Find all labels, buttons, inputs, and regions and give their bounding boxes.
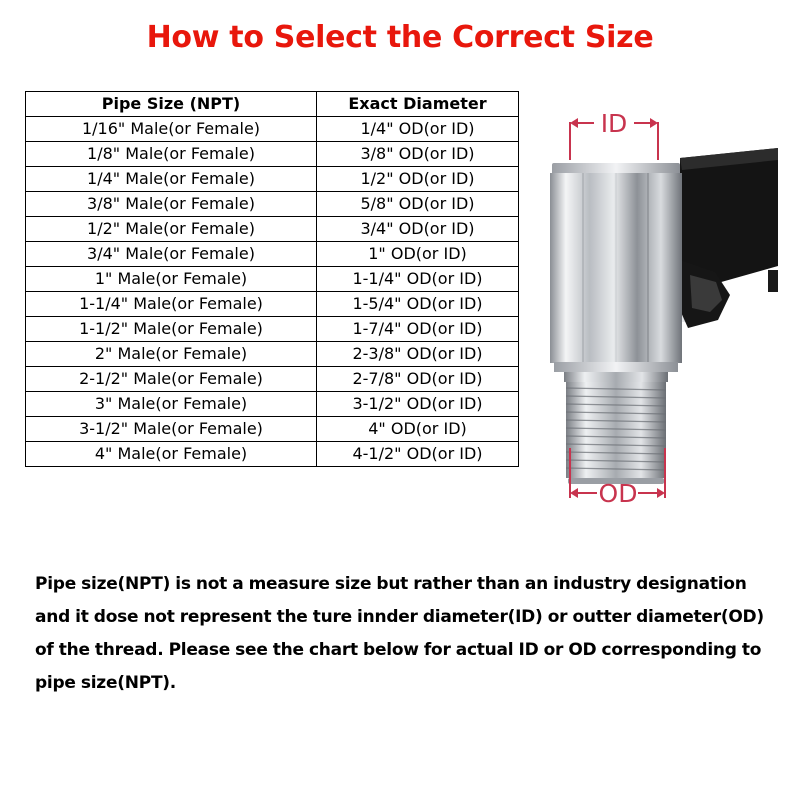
diameter-cell: 3/8" OD(or ID) bbox=[317, 142, 519, 167]
diameter-cell: 4-1/2" OD(or ID) bbox=[317, 442, 519, 467]
pipe-size-cell: 1/2" Male(or Female) bbox=[26, 217, 317, 242]
table-header bbox=[26, 92, 519, 117]
table-row bbox=[26, 217, 519, 242]
diameter-cell: 1/2" OD(or ID) bbox=[317, 167, 519, 192]
id-arrow-right bbox=[650, 118, 658, 128]
diameter-cell: 1-5/4" OD(or ID) bbox=[317, 292, 519, 317]
diameter-cell: 3/4" OD(or ID) bbox=[317, 217, 519, 242]
od-arrow-left bbox=[570, 488, 578, 498]
diameter-cell: 1-1/4" OD(or ID) bbox=[317, 267, 519, 292]
size-explanation-note bbox=[35, 568, 785, 700]
pipe-size-cell: 3/8" Male(or Female) bbox=[26, 192, 317, 217]
note-line: pipe size(NPT). bbox=[35, 673, 177, 693]
pipe-size-cell: 3-1/2" Male(or Female) bbox=[26, 417, 317, 442]
diameter-cell: 1/4" OD(or ID) bbox=[317, 117, 519, 142]
table-row bbox=[26, 267, 519, 292]
id-label: ID bbox=[600, 109, 628, 138]
table-row bbox=[26, 167, 519, 192]
table-row bbox=[26, 392, 519, 417]
table-row bbox=[26, 292, 519, 317]
table-row bbox=[26, 317, 519, 342]
pipe-size-cell: 1-1/2" Male(or Female) bbox=[26, 317, 317, 342]
pipe-size-cell: 4" Male(or Female) bbox=[26, 442, 317, 467]
diameter-cell: 2-3/8" OD(or ID) bbox=[317, 342, 519, 367]
id-arrow-left bbox=[570, 118, 578, 128]
diameter-cell: 1-7/4" OD(or ID) bbox=[317, 317, 519, 342]
table-row bbox=[26, 342, 519, 367]
ball-valve-photo bbox=[540, 100, 790, 520]
diameter-cell: 4" OD(or ID) bbox=[317, 417, 519, 442]
id-dimension bbox=[570, 109, 658, 160]
od-label: OD bbox=[598, 479, 638, 508]
od-arrow-right bbox=[657, 488, 665, 498]
page-title: How to Select the Correct Size bbox=[146, 20, 654, 55]
diameter-cell: 3-1/2" OD(or ID) bbox=[317, 392, 519, 417]
pipe-size-cell: 3/4" Male(or Female) bbox=[26, 242, 317, 267]
pipe-size-cell: 1" Male(or Female) bbox=[26, 267, 317, 292]
header-pipe-size: Pipe Size (NPT) bbox=[26, 92, 317, 117]
table-body bbox=[26, 117, 519, 467]
size-chart-table bbox=[25, 91, 519, 467]
pipe-size-cell: 1/4" Male(or Female) bbox=[26, 167, 317, 192]
pipe-size-cell: 2-1/2" Male(or Female) bbox=[26, 367, 317, 392]
table-row bbox=[26, 142, 519, 167]
diameter-cell: 2-7/8" OD(or ID) bbox=[317, 367, 519, 392]
table-row bbox=[26, 442, 519, 467]
pipe-size-cell: 3" Male(or Female) bbox=[26, 392, 317, 417]
valve-thread bbox=[566, 382, 666, 484]
diameter-cell: 1" OD(or ID) bbox=[317, 242, 519, 267]
pipe-size-cell: 1/8" Male(or Female) bbox=[26, 142, 317, 167]
pipe-size-cell: 1-1/4" Male(or Female) bbox=[26, 292, 317, 317]
table-row bbox=[26, 192, 519, 217]
valve-body bbox=[550, 163, 682, 382]
table-row bbox=[26, 242, 519, 267]
pipe-size-cell: 1/16" Male(or Female) bbox=[26, 117, 317, 142]
pipe-size-cell: 2" Male(or Female) bbox=[26, 342, 317, 367]
table-row bbox=[26, 417, 519, 442]
header-exact-diameter: Exact Diameter bbox=[317, 92, 519, 117]
table-row bbox=[26, 367, 519, 392]
table-row bbox=[26, 117, 519, 142]
note-line: Pipe size(NPT) is not a measure size but rather than an industry designation bbox=[35, 574, 747, 594]
diameter-cell: 5/8" OD(or ID) bbox=[317, 192, 519, 217]
note-line: and it dose not represent the ture innder diameter(ID) or outter diameter(OD) bbox=[35, 607, 764, 627]
table-header-row bbox=[26, 92, 519, 117]
note-line: of the thread. Please see the chart below for actual ID or OD corresponding to bbox=[35, 640, 762, 660]
